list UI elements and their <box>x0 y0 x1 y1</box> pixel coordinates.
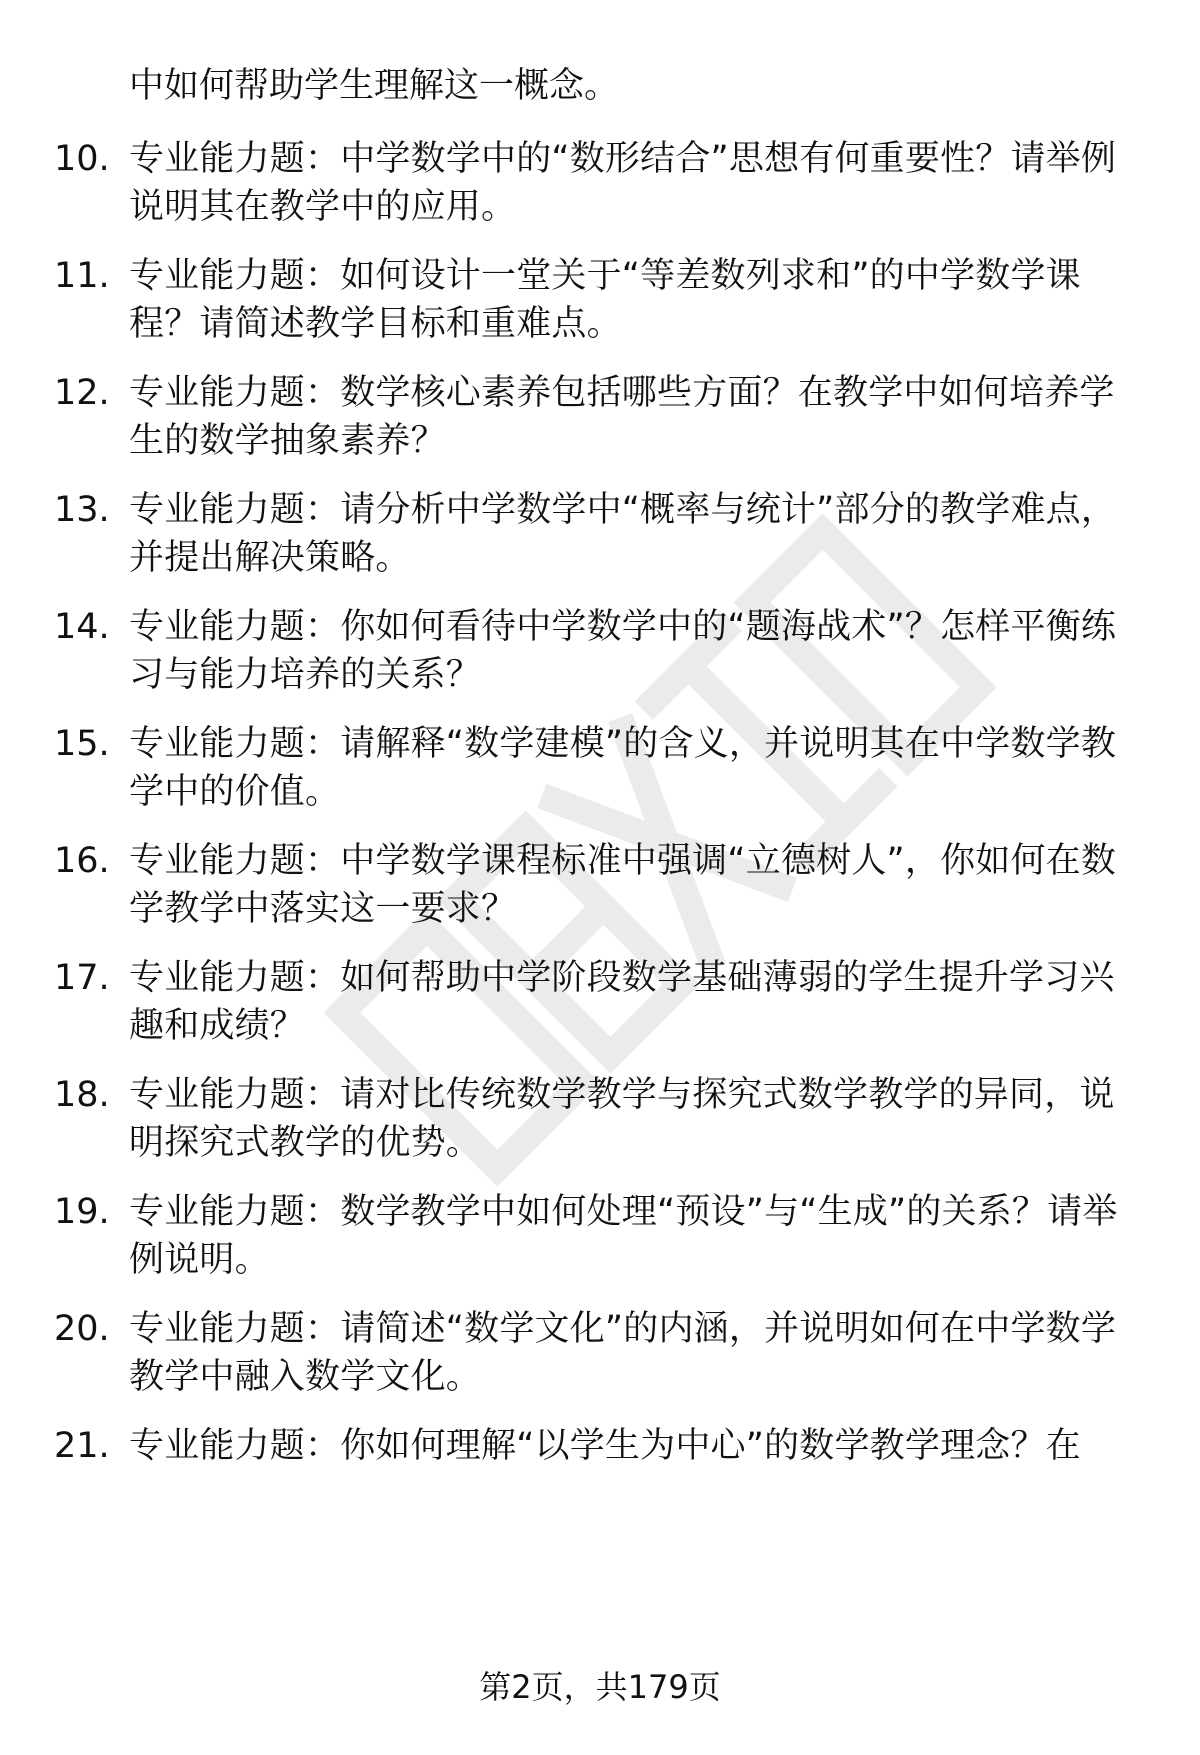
question-number: 20. <box>54 1309 110 1349</box>
question-text: 专业能力题：你如何看待中学数学中的“题海战术”？怎样平衡练习与能力培养的关系？ <box>129 607 1117 695</box>
question-text: 专业能力题：中学数学中的“数形结合”思想有何重要性？请举例说明其在教学中的应用。 <box>129 139 1117 227</box>
list-item <box>0 1305 1200 1415</box>
question-number: 17. <box>54 958 110 998</box>
list-item <box>0 720 1200 830</box>
question-number: 12. <box>54 373 110 413</box>
question-number: 18. <box>54 1075 110 1115</box>
page-number-footer: 第2页，共179页 <box>479 1668 721 1706</box>
list-item <box>0 486 1200 596</box>
question-text: 专业能力题：你如何理解“以学生为中心”的数学教学理念？在 <box>129 1426 1081 1466</box>
question-text: 专业能力题：数学核心素养包括哪些方面？在教学中如何培养学生的数学抽象素养？ <box>129 373 1115 461</box>
list-item <box>0 954 1200 1064</box>
list-item <box>0 135 1200 245</box>
question-text: 专业能力题：请分析中学数学中“概率与统计”部分的教学难点，并提出解决策略。 <box>129 490 1117 578</box>
question-number: 14. <box>54 607 110 647</box>
question-text: 专业能力题：请简述“数学文化”的内涵，并说明如何在中学数学教学中融入数学文化。 <box>129 1309 1117 1397</box>
question-number: 10. <box>54 139 110 179</box>
question-text: 专业能力题：中学数学课程标准中强调“立德树人”，你如何在数学教学中落实这一要求？ <box>129 841 1117 929</box>
question-number: 11. <box>54 256 110 296</box>
list-item <box>0 1188 1200 1298</box>
question-number: 16. <box>54 841 110 881</box>
question-number: 15. <box>54 724 110 764</box>
list-item <box>0 603 1200 713</box>
question-text: 专业能力题：请解释“数学建模”的含义，并说明其在中学数学教学中的价值。 <box>129 724 1117 812</box>
continued-question-text: 中如何帮助学生理解这一概念。 <box>129 66 620 106</box>
question-text: 专业能力题：如何设计一堂关于“等差数列求和”的中学数学课程？请简述教学目标和重难点。 <box>129 256 1081 344</box>
list-item <box>0 1422 1200 1477</box>
question-number: 13. <box>54 490 110 530</box>
question-number: 19. <box>54 1192 110 1232</box>
question-text: 专业能力题：请对比传统数学教学与探究式数学教学的异同，说明探究式教学的优势。 <box>129 1075 1115 1163</box>
question-text: 专业能力题：数学教学中如何处理“预设”与“生成”的关系？请举例说明。 <box>129 1192 1118 1280</box>
list-item <box>0 837 1200 947</box>
list-item <box>0 252 1200 362</box>
question-number: 21. <box>54 1426 110 1466</box>
list-item <box>0 369 1200 479</box>
question-text: 专业能力题：如何帮助中学阶段数学基础薄弱的学生提升学习兴趣和成绩？ <box>129 958 1115 1046</box>
list-item <box>0 1071 1200 1181</box>
